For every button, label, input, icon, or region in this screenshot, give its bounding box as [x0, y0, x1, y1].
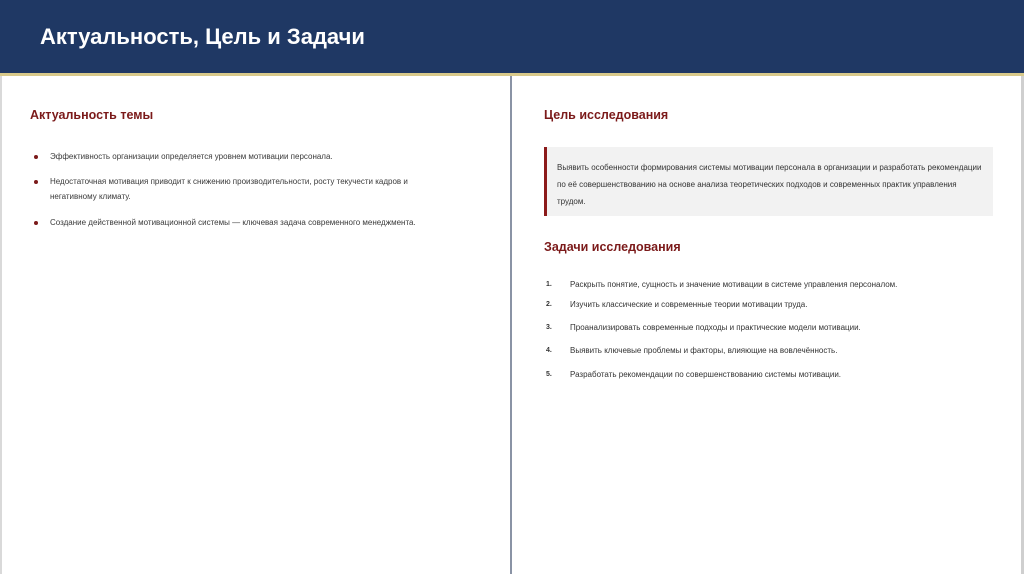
task-number: 4.: [546, 347, 552, 354]
goal-text: Выявить особенности формирования системы мотивации персонала в организации и разработать рекомендации по её совершенствованию на основе анализа теоретических подходов и современных практик управления трудом.: [557, 163, 982, 206]
task-number: 1.: [546, 281, 552, 288]
header-underline: [0, 73, 1024, 76]
task-text: Раскрыть понятие, сущность и значение мотивации в системе управления персоналом.: [570, 280, 898, 289]
relevance-heading: Актуальность темы: [30, 108, 154, 122]
page-title: Актуальность, Цель и Задачи: [40, 24, 365, 49]
task-text: Выявить ключевые проблемы и факторы, влияющие на вовлечённость.: [570, 346, 838, 355]
relevance-item: [34, 215, 474, 230]
task-text: Разработать рекомендации по совершенствованию системы мотивации.: [570, 370, 842, 379]
bullet-icon: [34, 155, 38, 159]
relevance-item-text: Создание действенной мотивационной системы — ключевая задача современного менеджмента.: [50, 218, 416, 227]
relevance-item: [34, 174, 454, 204]
task-text: Проанализировать современные подходы и практические модели мотивации.: [570, 323, 861, 332]
relevance-item-text: Недостаточная мотивация приводит к снижению производительности, росту текучести кадров и негативному климату.: [50, 177, 408, 201]
tasks-heading: Задачи исследования: [544, 240, 681, 254]
left-border: [0, 76, 2, 574]
goal-box: [544, 147, 993, 216]
task-number: 5.: [546, 371, 552, 378]
relevance-item: [34, 149, 474, 164]
task-number: 3.: [546, 324, 552, 331]
task-text: Изучить классические и современные теории мотивации труда.: [570, 300, 808, 309]
goal-heading: Цель исследования: [544, 108, 669, 122]
relevance-item-text: Эффективность организации определяется уровнем мотивации персонала.: [50, 152, 333, 161]
bullet-icon: [34, 221, 38, 225]
column-divider: [510, 76, 512, 574]
header-bar: [0, 0, 1024, 73]
task-number: 2.: [546, 301, 552, 308]
bullet-icon: [34, 180, 38, 184]
